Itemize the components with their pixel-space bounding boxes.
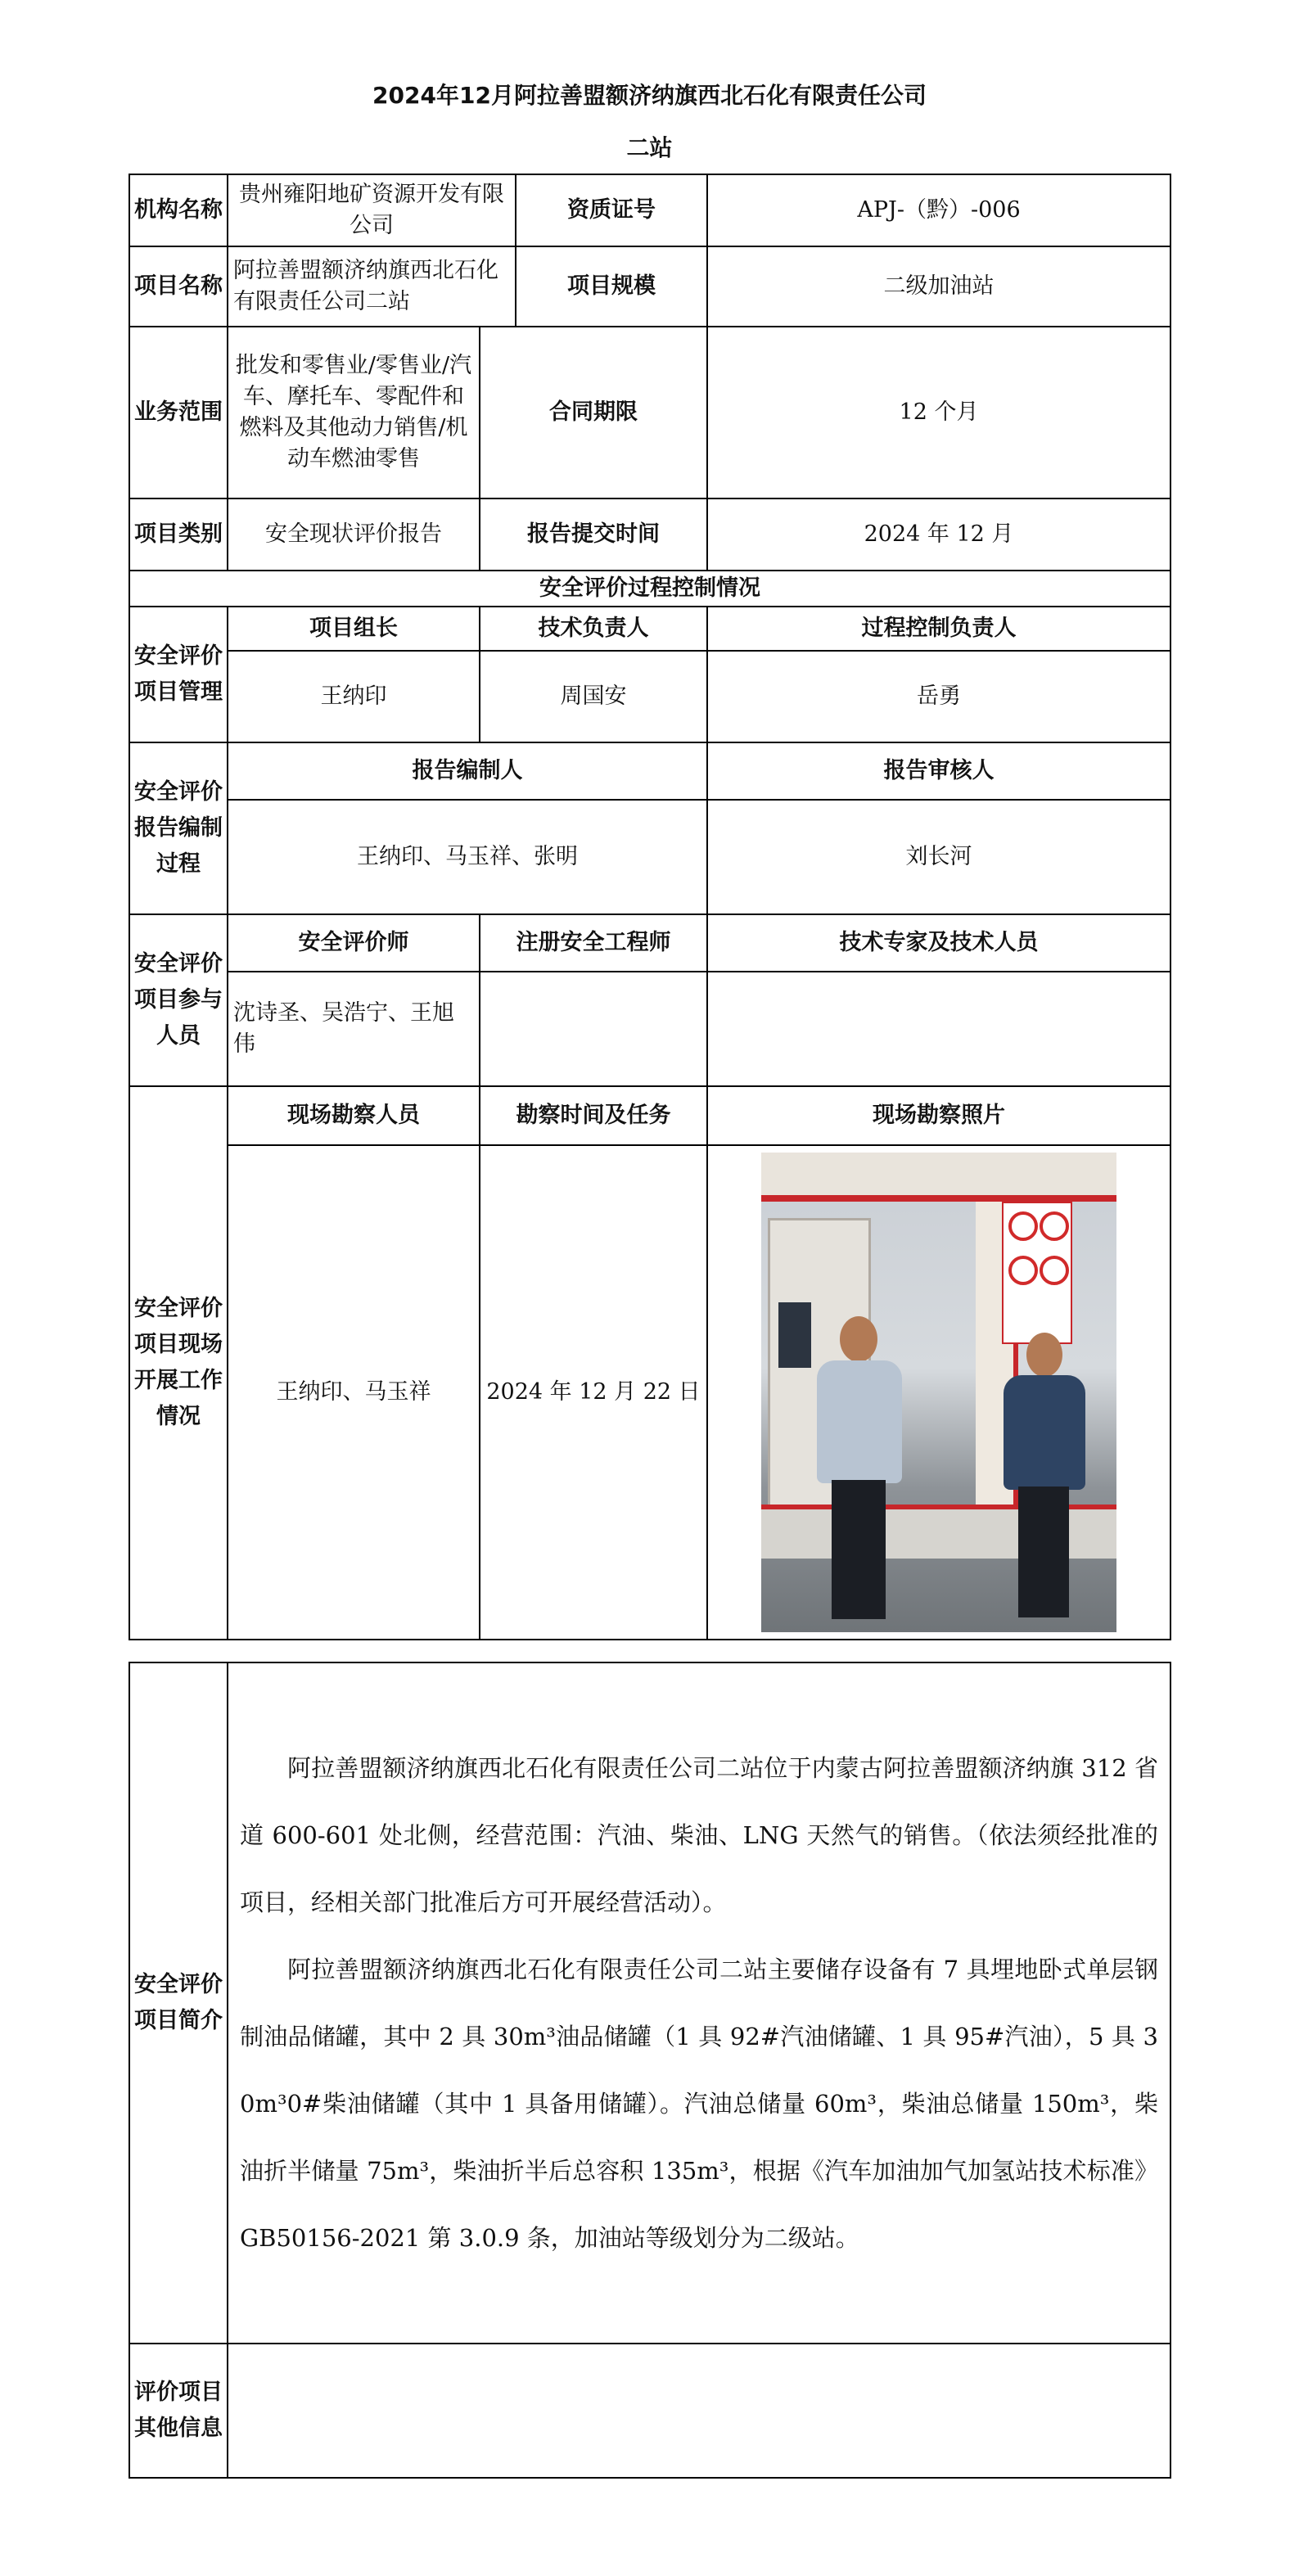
site-work-label: 安全评价项目现场开展工作情况	[129, 1086, 228, 1640]
submit-value: 2024 年 12 月	[707, 499, 1170, 571]
reviewer-value: 刘长河	[707, 800, 1170, 914]
site-photo	[761, 1153, 1116, 1632]
scale-value: 二级加油站	[707, 246, 1170, 327]
intro-paragraph-2: 阿拉善盟额济纳旗西北石化有限责任公司二站主要储存设备有 7 具埋地卧式单层钢制油品储罐，其中 2 具 30m³油品储罐（1 具 92#汽油储罐、1 具 95#汽油），5 具 30m³0#柴油储罐（其中 1 具备用储罐）。汽油总储量 60m³，柴油总储量 150m³，柴油折半储量 75m³，柴油折半后总容积 135m³，根据《汽车加油加气加氢站技术标准》GB50156-2021 第 3.0.9 条，加油站等级划分为二级站。	[240, 1956, 1158, 2252]
expert-value	[707, 972, 1170, 1086]
tech-value: 周国安	[480, 651, 707, 742]
project-info-table	[129, 174, 1171, 1640]
leader-header: 项目组长	[228, 607, 480, 651]
compiler-value: 王纳印、马玉祥、张明	[228, 800, 707, 914]
project-value: 阿拉善盟额济纳旗西北石化有限责任公司二站	[228, 246, 516, 327]
contract-label: 合同期限	[480, 327, 707, 499]
control-header: 过程控制负责人	[707, 607, 1170, 651]
photo-header: 现场勘察照片	[707, 1086, 1170, 1145]
cert-value: APJ-（黔）-006	[707, 174, 1170, 246]
participants-label: 安全评价项目参与人员	[129, 914, 228, 1086]
site-photo-cell	[707, 1145, 1170, 1640]
engineer-header: 注册安全工程师	[480, 914, 707, 972]
type-label: 项目类别	[129, 499, 228, 571]
intro-label: 安全评价项目简介	[129, 1662, 228, 2344]
management-label: 安全评价项目管理	[129, 607, 228, 742]
reviewer-header: 报告审核人	[707, 742, 1170, 800]
org-label: 机构名称	[129, 174, 228, 246]
process-section-title: 安全评价过程控制情况	[129, 571, 1170, 607]
scale-label: 项目规模	[516, 246, 707, 327]
contract-value: 12 个月	[707, 327, 1170, 499]
leader-value: 王纳印	[228, 651, 480, 742]
surveyor-value: 王纳印、马玉祥	[228, 1145, 480, 1640]
expert-header: 技术专家及技术人员	[707, 914, 1170, 972]
compile-label: 安全评价报告编制过程	[129, 742, 228, 914]
other-info-label: 评价项目其他信息	[129, 2344, 228, 2478]
tech-header: 技术负责人	[480, 607, 707, 651]
engineer-value	[480, 972, 707, 1086]
org-value: 贵州雍阳地矿资源开发有限公司	[228, 174, 516, 246]
evaluator-header: 安全评价师	[228, 914, 480, 972]
intro-paragraph-1: 阿拉善盟额济纳旗西北石化有限责任公司二站位于内蒙古阿拉善盟额济纳旗 312 省道 600-601 处北侧，经营范围：汽油、柴油、LNG 天然气的销售。（依法须经批准的项目，经相关部门批准后方可开展经营活动）。	[240, 1754, 1158, 1916]
project-label: 项目名称	[129, 246, 228, 327]
document-title-line2: 二站	[626, 134, 673, 161]
control-value: 岳勇	[707, 651, 1170, 742]
document-title-line1: 2024年12月阿拉善盟额济纳旗西北石化有限责任公司	[372, 82, 927, 109]
submit-label: 报告提交时间	[480, 499, 707, 571]
cert-label: 资质证号	[516, 174, 707, 246]
business-value: 批发和零售业/零售业/汽车、摩托车、零配件和燃料及其他动力销售/机动车燃油零售	[228, 327, 480, 499]
surveyor-header: 现场勘察人员	[228, 1086, 480, 1145]
business-label: 业务范围	[129, 327, 228, 499]
other-info-value	[228, 2344, 1170, 2478]
compiler-header: 报告编制人	[228, 742, 707, 800]
time-value: 2024 年 12 月 22 日	[480, 1145, 707, 1640]
project-summary-table	[129, 1662, 1171, 2479]
type-value: 安全现状评价报告	[228, 499, 480, 571]
time-header: 勘察时间及任务	[480, 1086, 707, 1145]
evaluator-value: 沈诗圣、吴浩宁、王旭伟	[228, 972, 480, 1086]
